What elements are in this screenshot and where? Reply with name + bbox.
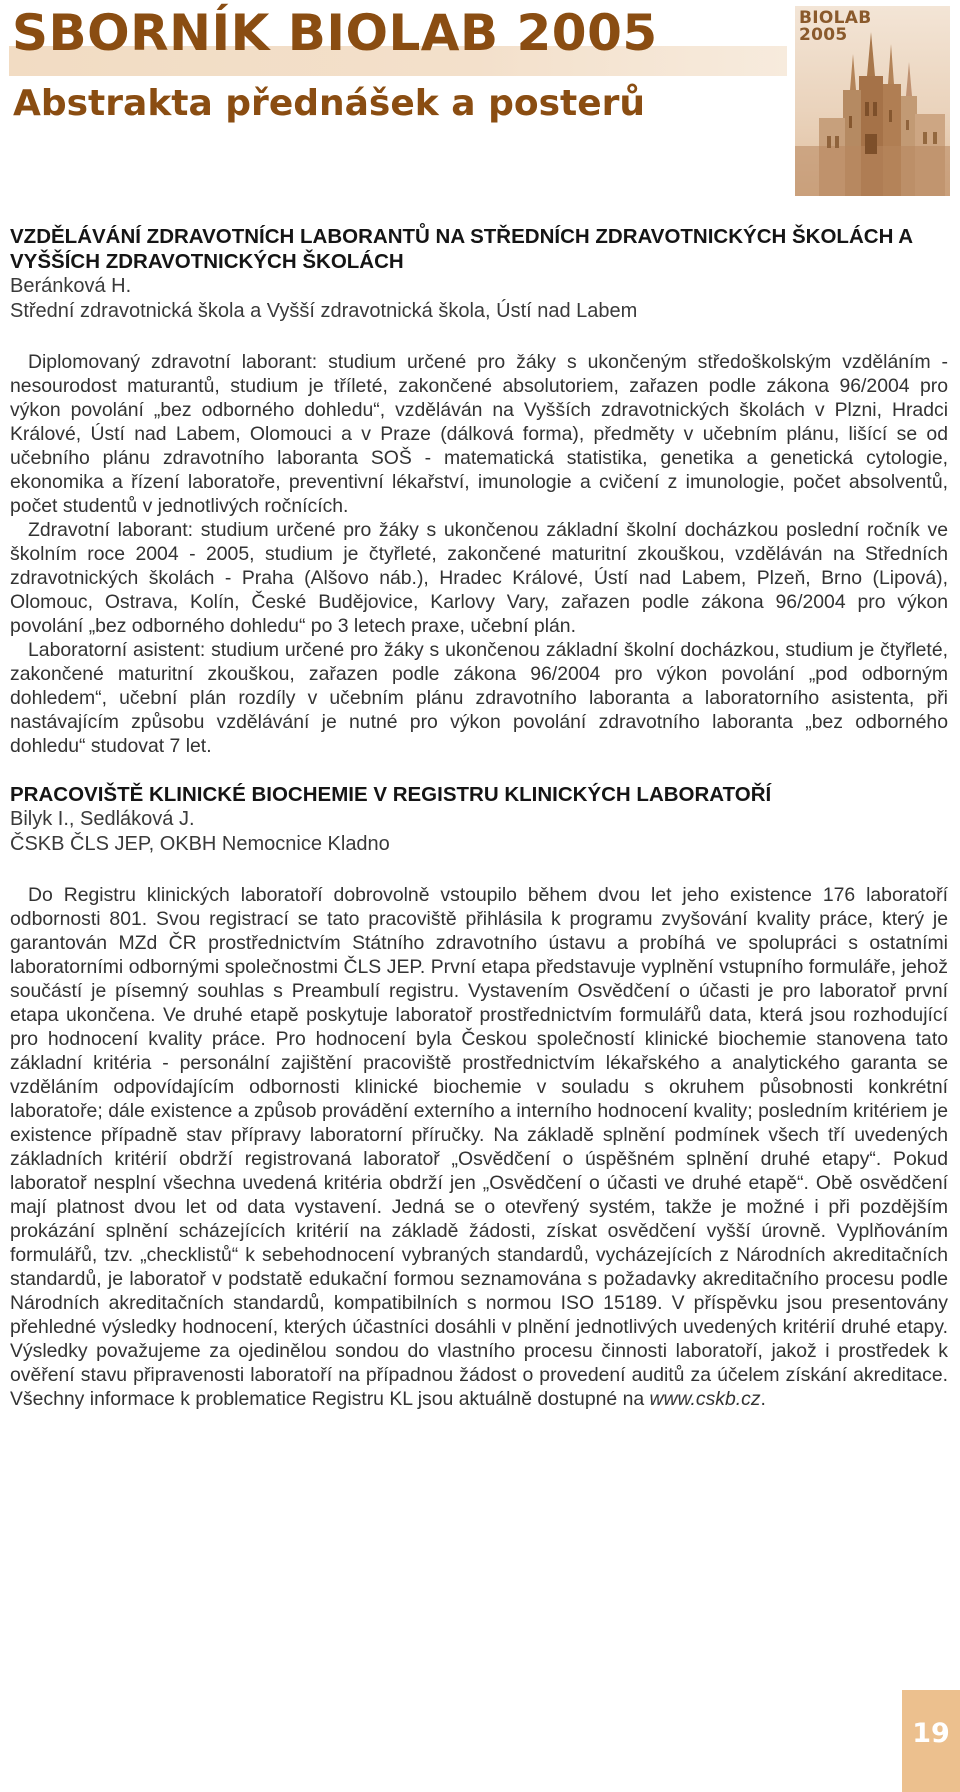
article-registry [10,782,948,1411]
article-affiliation: Střední zdravotnická škola a Vyšší zdravotnická škola, Ústí nad Labem [10,300,638,322]
article-authors: Beránková H. [10,275,132,297]
article-education [10,224,948,758]
cskb-link[interactable]: www.cskb.cz [649,1388,761,1410]
article-authors: Bilyk I., Sedláková J. [10,808,195,830]
article-paragraph: Diplomovaný zdravotní laborant: studium určené pro žáky s ukončeným středoškolským vzděláním - nesourodost maturantů, studium je tříleté, zakončené absolutoriem, zařazen podle zákona 96/2004 pro výkon povolání „bez odborného dohledu“, vzděláván na Vyšších zdravotnických školách v Plzni, Hradci Králové, Ústí nad Labem, Olomouci a v Praze (dálková forma), předměty v učebním plánu, lišící se od učebního plánu zdravotního laboranta SOŠ - matematická statistika, genetika a genetická cytologie, ekonomika a řízení laboratoře, preventivní lékařství, imunologie a cvičení z imunologie, počet absolventů, počet studentů v jednotlivých ročnících. [10,351,948,517]
article-title: PRACOVIŠTĚ KLINICKÉ BIOCHEMIE V REGISTRU KLINICKÝCH LABORATOŘÍ [10,783,772,806]
publication-subtitle: Abstrakta přednášek a posterů [13,83,646,124]
article-paragraph: Laboratorní asistent: studium určené pro žáky s ukončenou základní školní docházkou, studium je čtyřleté, zakončené maturitní zkouškou, zařazen podle zákona 96/2004 pro výkon povolání „pod odborným dohledem“, učební plán rozdíly v učebním plánu zdravotního laboranta a laboratorního asistenta, při nastávajícím způsobu vzdělávání je nutné pro výkon povolání zdravotního laboranta „bez odborného dohledu“ studovat 7 let. [10,639,948,757]
biolab-logo [795,6,950,196]
logo-text: BIOLAB 2005 [799,8,872,45]
article-paragraph [10,883,948,1411]
page-content [10,224,948,1411]
article-paragraph: Zdravotní laborant: studium určené pro žáky s ukončenou základní školní docházkou poslední ročník ve školním roce 2004 - 2005, studium je čtyřleté, zakončené maturitní zkouškou, vzděláván na Středních zdravotnických školách - Praha (Alšovo náb.), Hradec Králové, Ústí nad Labem, Plzeň, Brno (Lipová), Olomouc, Ostrava, Kolín, České Budějovice, Karlovy Vary, zařazen podle zákona 96/2004 pro výkon povolání „bez odborného dohledu“ po 3 letech praxe, učební plán. [10,519,948,637]
page-header [0,0,960,200]
page-number-badge [902,1690,960,1792]
page-number: 19 [912,1718,950,1749]
sentence-end: . [760,1388,766,1410]
article-title: VZDĚLÁVÁNÍ ZDRAVOTNÍCH LABORANTŮ NA STŘEDNÍCH ZDRAVOTNICKÝCH ŠKOLÁCH A VYŠŠÍCH ZDRAVOTNICKÝCH ŠKOLÁCH [10,225,913,273]
article-paragraph-text: Do Registru klinických laboratoří dobrovolně vstoupilo během dvou let jeho existence 176 laboratoří odbornosti 801. Svou registrací se tato pracoviště přihlásila k programu zvyšování kvality práce, který je garantován MZd ČR prostřednictvím Státního zdravotního ústavu a probíhá ve spolupráci s ostatními laboratorními odbornými společnostmi ČLS JEP. První etapa představuje vyplnění vstupního formuláře, jehož součástí je písemný souhlas s Preambulí registru. Vystavením Osvědčení o účasti je pro laboratoř první etapa ukončena. Ve druhé etapě poskytuje laboratoř prostřednictvím formulářů data, která jsou rozhodující pro hodnocení kvality práce. Pro hodnocení byla Českou společností klinické biochemie stanovena tato základní kritéria - personální zajištění pracoviště prostřednictvím lékařského a analytického garanta se vzděláním odpovídajícím odbornosti klinické biochemie v souladu s okruhem působnosti konkrétní laboratoře; dále existence a způsob provádění externího a interního hodnocení kvality; posledním kritériem je existence případně stav přípravy laboratorní příručky. Na základě splnění podmínek všech tří uvedených základních kritérií obdrží registrovaná laboratoř „Osvědčení o úspěšném splnění druhé etapy“. Pokud laboratoř nesplní všechna uvedená kritéria obdrží jen „Osvědčení o účasti ve druhé etapě“. Obě osvědčení mají platnost dvou let od data vystavení. Jedná se o otevřený systém, takže je možné i při pozdějším prokázání splnění scházejících kritérií na základě žádosti, získat osvědčení vyšší úrovně. Vyplňováním formulářů, tzv. „checklistů“ k sebehodnocení vybraných standardů, vycházejících z Národních akreditačních standardů, je laboratoř v podstatě edukační formou seznamována s požadavky akreditačního procesu podle Národních akreditačních standardů, kompatibilních s normou ISO 15189. V příspěvku jsou presentovány přehledné výsledky hodnocení, kterých účastníci dosáhli v plnění jednotlivých uvedených kritérií druhé etapy. Výsledky považujeme za ojedinělou sondou do vlastního procesu činnosti laboratoří, jakož i prostředek k ověření stavu připravenosti laboratoří na případnou žádost o provedení auditů za účelem získání akreditace. Všechny informace k problematice Registru KL jsou aktuálně dostupné na [10,884,948,1410]
article-affiliation: ČSKB ČLS JEP, OKBH Nemocnice Kladno [10,833,390,855]
publication-title: SBORNÍK BIOLAB 2005 [12,4,658,62]
